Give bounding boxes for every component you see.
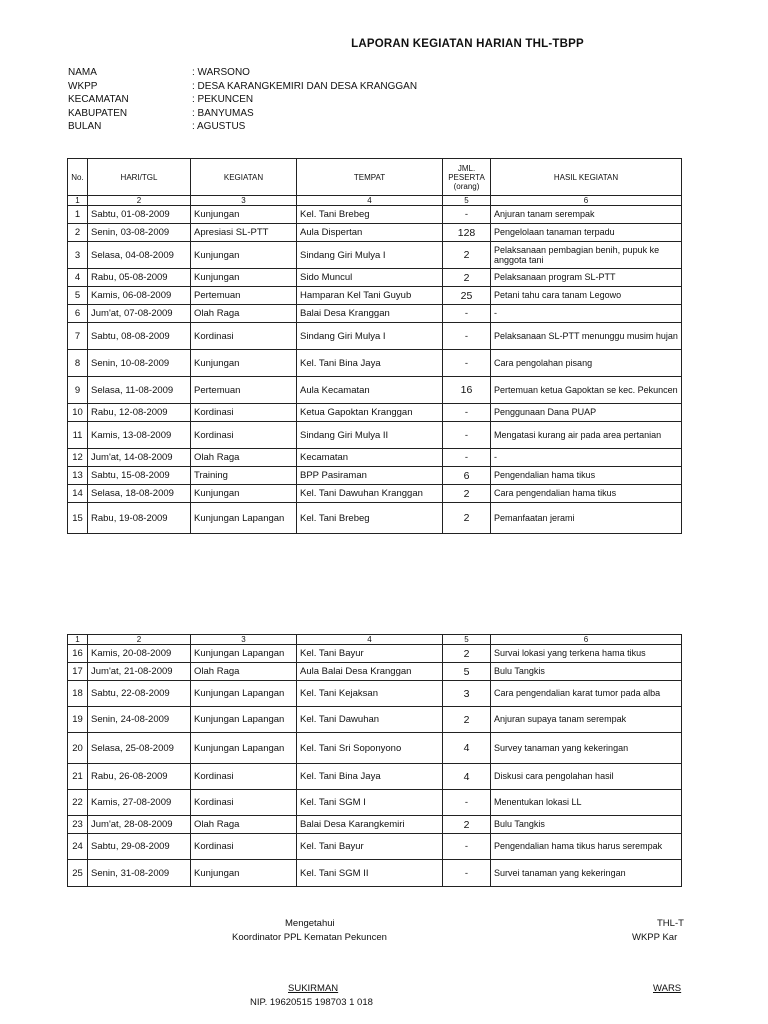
signature-left-line1: Mengetahui: [285, 918, 335, 929]
signature-left-name: SUKIRMAN: [288, 983, 339, 994]
table-row: [68, 305, 682, 323]
info-value: : PEKUNCEN: [192, 94, 254, 105]
row-result: Pengendalian hama tikus: [491, 467, 682, 485]
row-number: 5: [68, 287, 88, 305]
activity-table-body: [68, 635, 682, 887]
row-number: 8: [68, 350, 88, 377]
row-date: Sabtu, 15-08-2009: [88, 467, 191, 485]
row-place: BPP Pasiraman: [297, 467, 443, 485]
row-activity: Kunjungan Lapangan: [191, 645, 297, 663]
col-number: 2: [88, 635, 191, 645]
row-date: Jum'at, 21-08-2009: [88, 663, 191, 681]
col-number: 6: [491, 196, 682, 206]
row-participants: 4: [443, 733, 491, 764]
row-participants: -: [443, 323, 491, 350]
row-date: Sabtu, 22-08-2009: [88, 681, 191, 707]
row-participants: -: [443, 790, 491, 816]
row-number: 2: [68, 224, 88, 242]
table-row: [68, 350, 682, 377]
row-place: Kel. Tani Bayur: [297, 834, 443, 860]
col-number: 3: [191, 635, 297, 645]
row-participants: -: [443, 404, 491, 422]
col-number: 4: [297, 635, 443, 645]
row-place: Ketua Gapoktan Kranggan: [297, 404, 443, 422]
row-place: Kel. Tani SGM II: [297, 860, 443, 887]
row-place: Aula Kecamatan: [297, 377, 443, 404]
col-number: 1: [68, 196, 88, 206]
row-activity: Kunjungan Lapangan: [191, 681, 297, 707]
info-value: : AGUSTUS: [192, 121, 246, 132]
table-row: [68, 323, 682, 350]
row-place: Aula Balai Desa Kranggan: [297, 663, 443, 681]
row-number: 16: [68, 645, 88, 663]
table-row: [68, 269, 682, 287]
row-participants: -: [443, 834, 491, 860]
table-row: [68, 681, 682, 707]
row-participants: 16: [443, 377, 491, 404]
table-row: [68, 764, 682, 790]
row-result: Diskusi cara pengolahan hasil: [491, 764, 682, 790]
row-participants: 5: [443, 663, 491, 681]
signature-right-line1: THL-T: [657, 918, 684, 929]
table-row: [68, 404, 682, 422]
row-place: Balai Desa Kranggan: [297, 305, 443, 323]
row-date: Sabtu, 08-08-2009: [88, 323, 191, 350]
table-row: [68, 377, 682, 404]
row-place: Kel. Tani Dawuhan Kranggan: [297, 485, 443, 503]
row-place: Kel. Tani Bina Jaya: [297, 764, 443, 790]
row-place: Aula Dispertan: [297, 224, 443, 242]
info-value: : WARSONO: [192, 67, 250, 78]
info-block: [68, 66, 417, 134]
row-activity: Kunjungan: [191, 860, 297, 887]
row-participants: 128: [443, 224, 491, 242]
row-date: Selasa, 11-08-2009: [88, 377, 191, 404]
row-result: Bulu Tangkis: [491, 663, 682, 681]
row-date: Senin, 10-08-2009: [88, 350, 191, 377]
table-row: [68, 467, 682, 485]
info-value: : DESA KARANGKEMIRI DAN DESA KRANGGAN: [192, 80, 418, 92]
row-number: 14: [68, 485, 88, 503]
row-place: Kel. Tani Dawuhan: [297, 707, 443, 733]
row-result: Penggunaan Dana PUAP: [491, 404, 682, 422]
table-row: [68, 224, 682, 242]
col-number: 2: [88, 196, 191, 206]
row-number: 3: [68, 242, 88, 269]
info-label: WKPP: [68, 80, 98, 92]
row-number: 24: [68, 834, 88, 860]
info-row-bulan: [68, 120, 417, 134]
row-date: Senin, 03-08-2009: [88, 224, 191, 242]
row-participants: 2: [443, 485, 491, 503]
row-result: Pelaksanaan SL-PTT menunggu musim hujan: [491, 323, 682, 350]
row-activity: Olah Raga: [191, 449, 297, 467]
row-participants: -: [443, 449, 491, 467]
col-number: 4: [297, 196, 443, 206]
table-row: [68, 449, 682, 467]
table-row: [68, 860, 682, 887]
row-number: 23: [68, 816, 88, 834]
header-kegiatan: KEGIATAN: [191, 159, 297, 196]
row-date: Senin, 24-08-2009: [88, 707, 191, 733]
row-date: Rabu, 19-08-2009: [88, 503, 191, 534]
signature-right-line2: WKPP Kar: [632, 932, 678, 943]
header-peserta-line: PESERTA: [448, 172, 485, 182]
row-number: 20: [68, 733, 88, 764]
col-number: 1: [68, 635, 88, 645]
row-activity: Kunjungan Lapangan: [191, 503, 297, 534]
row-number: 25: [68, 860, 88, 887]
row-participants: 3: [443, 681, 491, 707]
row-place: Sindang Giri Mulya I: [297, 323, 443, 350]
activity-table-body: [68, 159, 682, 534]
row-participants: 2: [443, 645, 491, 663]
activity-table-part2: [67, 634, 682, 887]
row-participants: -: [443, 206, 491, 224]
col-number: 3: [191, 196, 297, 206]
row-activity: Kordinasi: [191, 764, 297, 790]
row-result: Mengatasi kurang air pada area pertanian: [491, 422, 682, 449]
table-row: [68, 485, 682, 503]
header-peserta-line: JML.: [457, 163, 476, 173]
table-row: [68, 663, 682, 681]
info-value: : BANYUMAS: [192, 107, 254, 119]
info-row-wkpp: [68, 80, 417, 94]
row-date: Kamis, 27-08-2009: [88, 790, 191, 816]
row-result: Cara pengendalian hama tikus: [491, 485, 682, 503]
row-date: Jum'at, 14-08-2009: [88, 449, 191, 467]
row-result: Cara pengendalian karat tumor pada alba: [491, 681, 682, 707]
row-date: Sabtu, 29-08-2009: [88, 834, 191, 860]
row-participants: 2: [443, 503, 491, 534]
row-number: 12: [68, 449, 88, 467]
row-participants: 2: [443, 242, 491, 269]
row-place: Sindang Giri Mulya I: [297, 242, 443, 269]
row-participants: -: [443, 860, 491, 887]
row-result: Bulu Tangkis: [491, 816, 682, 834]
row-number: 11: [68, 422, 88, 449]
row-place: Sindang Giri Mulya II: [297, 422, 443, 449]
row-activity: Kordinasi: [191, 323, 297, 350]
row-date: Selasa, 18-08-2009: [88, 485, 191, 503]
column-number-row: [68, 635, 682, 645]
table-row: [68, 733, 682, 764]
row-place: Hamparan Kel Tani Guyub: [297, 287, 443, 305]
table-row: [68, 816, 682, 834]
signature-left-line2: Koordinator PPL Kematan Pekuncen: [232, 932, 387, 943]
row-activity: Kunjungan: [191, 242, 297, 269]
table-header-row: [68, 159, 682, 196]
table-row: [68, 707, 682, 733]
row-activity: Olah Raga: [191, 816, 297, 834]
row-activity: Kunjungan: [191, 485, 297, 503]
row-result: Survei tanaman yang kekeringan: [491, 860, 682, 887]
row-place: Kel. Tani Kejaksan: [297, 681, 443, 707]
row-participants: -: [443, 305, 491, 323]
info-label: KABUPATEN: [68, 107, 128, 119]
row-date: Selasa, 25-08-2009: [88, 733, 191, 764]
row-date: Rabu, 26-08-2009: [88, 764, 191, 790]
row-activity: Kunjungan Lapangan: [191, 707, 297, 733]
row-number: 6: [68, 305, 88, 323]
row-activity: Kordinasi: [191, 404, 297, 422]
row-date: Rabu, 12-08-2009: [88, 404, 191, 422]
row-date: Jum'at, 07-08-2009: [88, 305, 191, 323]
row-number: 1: [68, 206, 88, 224]
row-result: Pelaksanaan pembagian benih, pupuk ke anggota tani: [491, 242, 682, 269]
row-activity: Kordinasi: [191, 790, 297, 816]
row-participants: 2: [443, 269, 491, 287]
table-row: [68, 834, 682, 860]
row-activity: Pertemuan: [191, 377, 297, 404]
col-number: 5: [443, 196, 491, 206]
row-result: Cara pengolahan pisang: [491, 350, 682, 377]
row-result: -: [491, 449, 682, 467]
row-place: Sido Muncul: [297, 269, 443, 287]
row-activity: Apresiasi SL-PTT: [191, 224, 297, 242]
row-result: Pengendalian hama tikus harus serempak: [491, 834, 682, 860]
table-row: [68, 422, 682, 449]
row-number: 15: [68, 503, 88, 534]
row-activity: Kunjungan: [191, 269, 297, 287]
row-number: 10: [68, 404, 88, 422]
info-label: KECAMATAN: [68, 94, 129, 105]
row-number: 21: [68, 764, 88, 790]
row-result: Pemanfaatan jerami: [491, 503, 682, 534]
row-activity: Training: [191, 467, 297, 485]
header-hasil: HASIL KEGIATAN: [491, 159, 682, 196]
col-number: 5: [443, 635, 491, 645]
row-participants: -: [443, 350, 491, 377]
info-row-kecamatan: [68, 93, 417, 107]
col-number: 6: [491, 635, 682, 645]
row-result: Survai lokasi yang terkena hama tikus: [491, 645, 682, 663]
row-number: 18: [68, 681, 88, 707]
header-peserta: [443, 159, 491, 196]
row-number: 4: [68, 269, 88, 287]
row-activity: Pertemuan: [191, 287, 297, 305]
table-row: [68, 206, 682, 224]
row-activity: Olah Raga: [191, 305, 297, 323]
row-number: 13: [68, 467, 88, 485]
row-activity: Kordinasi: [191, 834, 297, 860]
row-place: Kel. Tani Bayur: [297, 645, 443, 663]
header-tempat: TEMPAT: [297, 159, 443, 196]
row-result: -: [491, 305, 682, 323]
row-activity: Kunjungan Lapangan: [191, 733, 297, 764]
row-date: Kamis, 20-08-2009: [88, 645, 191, 663]
row-result: Menentukan lokasi LL: [491, 790, 682, 816]
table-row: [68, 287, 682, 305]
row-activity: Olah Raga: [191, 663, 297, 681]
row-number: 19: [68, 707, 88, 733]
row-place: Kel. Tani Bina Jaya: [297, 350, 443, 377]
table-row: [68, 645, 682, 663]
row-participants: 2: [443, 816, 491, 834]
row-place: Balai Desa Karangkemiri: [297, 816, 443, 834]
row-participants: 25: [443, 287, 491, 305]
row-result: Petani tahu cara tanam Legowo: [491, 287, 682, 305]
info-row-nama: [68, 66, 417, 80]
row-result: Anjuran supaya tanam serempak: [491, 707, 682, 733]
row-date: Kamis, 06-08-2009: [88, 287, 191, 305]
row-participants: 6: [443, 467, 491, 485]
row-place: Kel. Tani Brebeg: [297, 503, 443, 534]
info-label: NAMA: [68, 67, 97, 78]
row-place: Kel. Tani Sri Soponyono: [297, 733, 443, 764]
row-date: Sabtu, 01-08-2009: [88, 206, 191, 224]
row-activity: Kunjungan: [191, 350, 297, 377]
table-row: [68, 790, 682, 816]
signature-right-name: WARS: [653, 983, 682, 994]
row-date: Rabu, 05-08-2009: [88, 269, 191, 287]
row-number: 22: [68, 790, 88, 816]
table-row: [68, 242, 682, 269]
row-activity: Kunjungan: [191, 206, 297, 224]
row-result: Pertemuan ketua Gapoktan se kec. Pekuncen: [491, 377, 682, 404]
row-participants: -: [443, 422, 491, 449]
row-date: Senin, 31-08-2009: [88, 860, 191, 887]
header-hari: HARI/TGL: [88, 159, 191, 196]
info-row-kabupaten: [68, 107, 417, 121]
row-place: Kel. Tani Brebeg: [297, 206, 443, 224]
row-number: 9: [68, 377, 88, 404]
row-result: Pengelolaan tanaman terpadu: [491, 224, 682, 242]
row-date: Jum'at, 28-08-2009: [88, 816, 191, 834]
row-result: Anjuran tanam serempak: [491, 206, 682, 224]
report-title: LAPORAN KEGIATAN HARIAN THL-TBPP: [351, 38, 584, 50]
activity-table-part1: [67, 158, 682, 534]
row-participants: 4: [443, 764, 491, 790]
row-participants: 2: [443, 707, 491, 733]
row-place: Kel. Tani SGM I: [297, 790, 443, 816]
table-row: [68, 503, 682, 534]
row-result: Pelaksanaan program SL-PTT: [491, 269, 682, 287]
info-label: BULAN: [68, 121, 102, 132]
column-number-row: [68, 196, 682, 206]
row-number: 7: [68, 323, 88, 350]
signature-left-nip: NIP. 19620515 198703 1 018: [250, 997, 373, 1008]
header-peserta-line: (orang): [453, 181, 480, 191]
row-date: Selasa, 04-08-2009: [88, 242, 191, 269]
row-place: Kecamatan: [297, 449, 443, 467]
row-result: Survey tanaman yang kekeringan: [491, 733, 682, 764]
row-date: Kamis, 13-08-2009: [88, 422, 191, 449]
row-number: 17: [68, 663, 88, 681]
header-no: No.: [68, 159, 88, 196]
row-activity: Kordinasi: [191, 422, 297, 449]
